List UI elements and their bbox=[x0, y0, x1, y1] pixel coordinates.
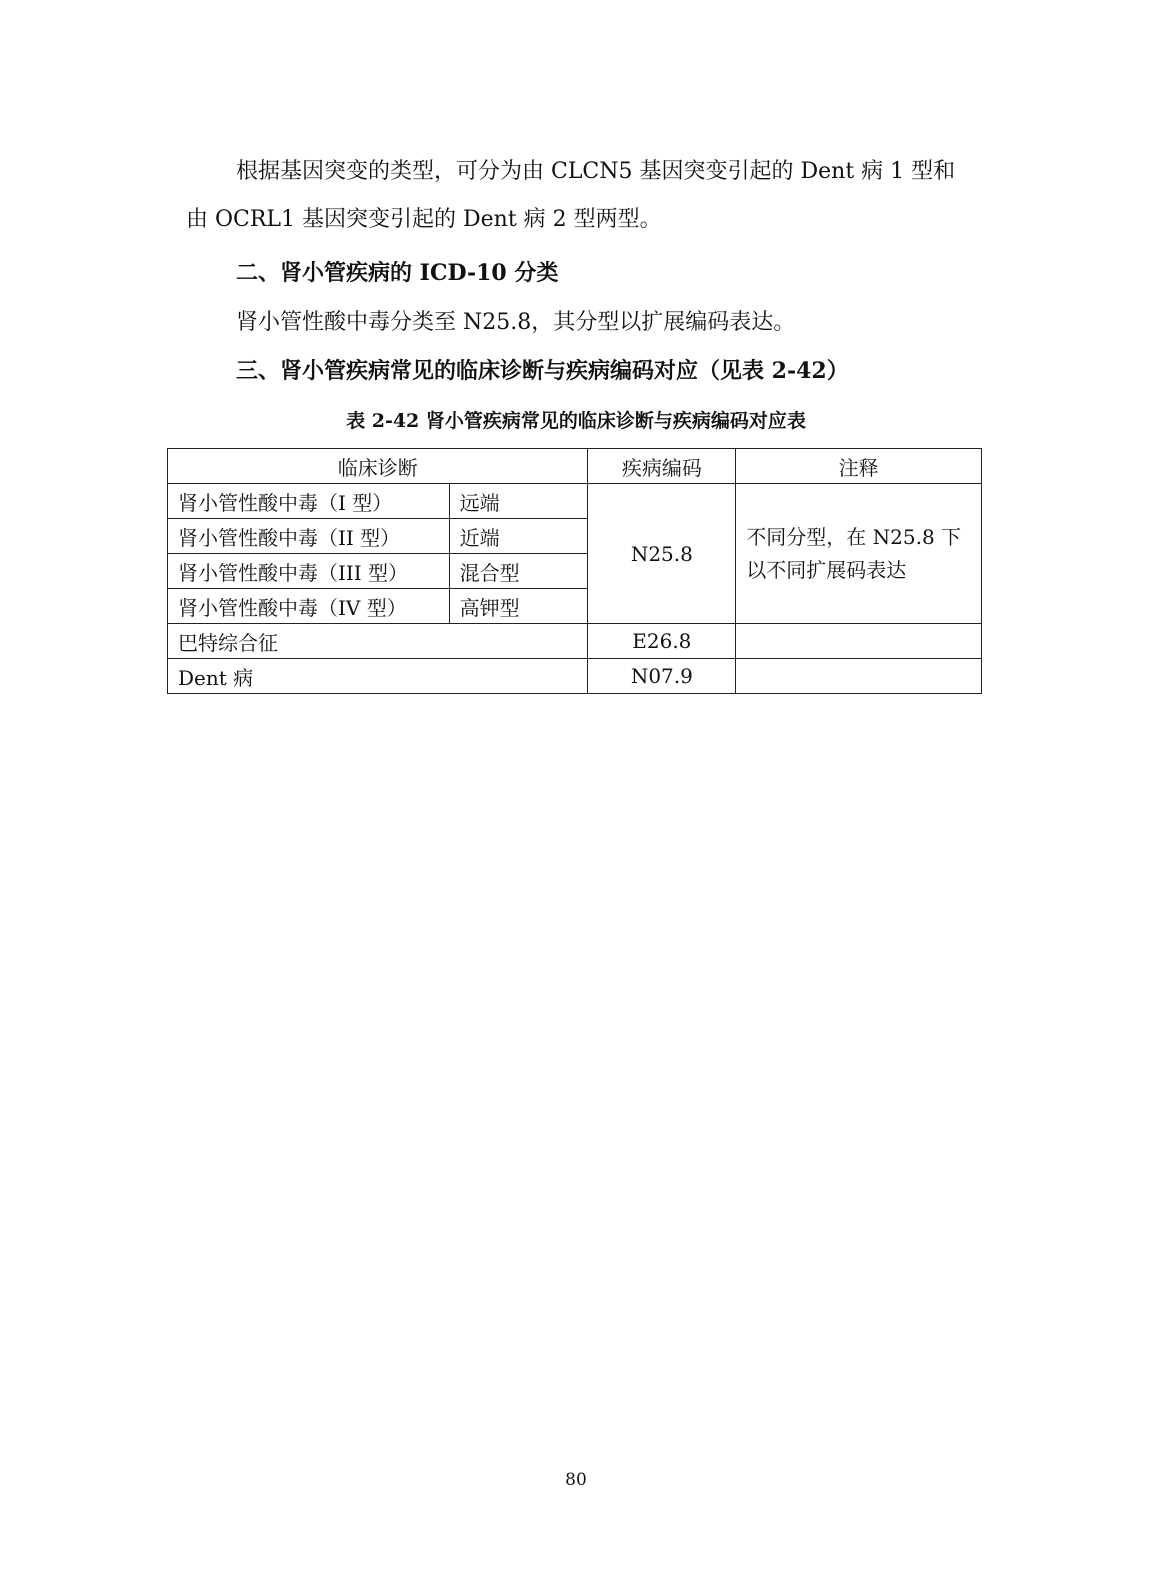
page-number: 80 bbox=[565, 1470, 587, 1490]
code-cell: E26.8 bbox=[588, 624, 736, 659]
code-cell: N07.9 bbox=[588, 659, 736, 694]
section-heading-icd10: 二、肾小管疾病的 ICD-10 分类 bbox=[236, 260, 559, 286]
table-row bbox=[168, 624, 982, 659]
table-caption: 表 2-42 肾小管疾病常见的临床诊断与疾病编码对应表 bbox=[346, 410, 806, 432]
diagnosis-cell: 肾小管性酸中毒（III 型） bbox=[168, 554, 450, 589]
note-cell: 不同分型，在 N25.8 下以不同扩展码表达 bbox=[736, 484, 982, 624]
diagnosis-cell: 肾小管性酸中毒（I 型） bbox=[168, 484, 450, 519]
header-clinical-diagnosis: 临床诊断 bbox=[168, 449, 588, 484]
table-row bbox=[168, 484, 982, 519]
rta-classification-text: 肾小管性酸中毒分类至 N25.8，其分型以扩展编码表达。 bbox=[236, 310, 796, 335]
subtype-cell: 近端 bbox=[449, 519, 588, 554]
table-row bbox=[168, 659, 982, 694]
note-cell bbox=[736, 659, 982, 694]
note-cell bbox=[736, 624, 982, 659]
diagnosis-code-table bbox=[167, 448, 982, 694]
table-header-row bbox=[168, 449, 982, 484]
header-note: 注释 bbox=[736, 449, 982, 484]
diagnosis-cell: Dent 病 bbox=[168, 659, 588, 694]
subtype-cell: 混合型 bbox=[449, 554, 588, 589]
intro-paragraph: 根据基因突变的类型，可分为由 CLCN5 基因突变引起的 Dent 病 1 型和由 OCRL1 基因突变引起的 Dent 病 2 型两型。 bbox=[186, 159, 956, 232]
subtype-cell: 远端 bbox=[449, 484, 588, 519]
diagnosis-cell: 肾小管性酸中毒（IV 型） bbox=[168, 589, 450, 624]
diagnosis-cell: 巴特综合征 bbox=[168, 624, 588, 659]
section-heading-mapping: 三、肾小管疾病常见的临床诊断与疾病编码对应（见表 2-42） bbox=[236, 358, 849, 384]
header-disease-code: 疾病编码 bbox=[588, 449, 736, 484]
code-cell: N25.8 bbox=[588, 484, 736, 624]
subtype-cell: 高钾型 bbox=[449, 589, 588, 624]
diagnosis-cell: 肾小管性酸中毒（II 型） bbox=[168, 519, 450, 554]
